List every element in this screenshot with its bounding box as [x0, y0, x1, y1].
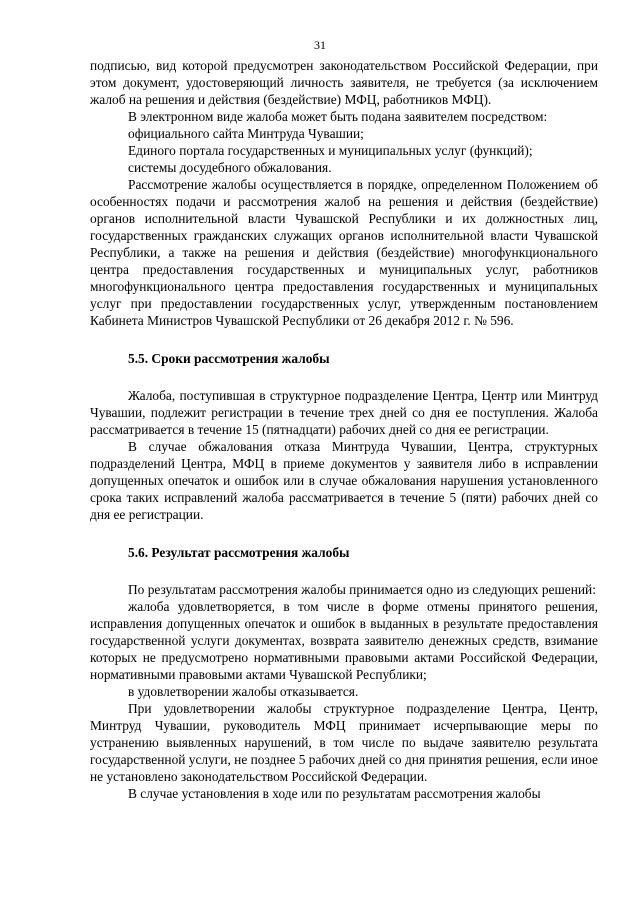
intro-section	[90, 57, 598, 329]
paragraph: Жалоба, поступившая в структурное подразделение Центра, Центр или Минтруд Чувашии, подлежит регистрации в течение трех дней со дня ее поступления. Жалоба рассматривается в течение 15 (пятнадцати) рабочих дней со дня ее регистрации.	[90, 388, 598, 437]
paragraph: Единого портала государственных и муниципальных услуг (функций);	[128, 143, 533, 158]
section-5-5-body	[90, 387, 598, 523]
paragraph: В электронном виде жалоба может быть подана заявителем посредством:	[128, 109, 548, 124]
document-body	[90, 57, 598, 802]
paragraph: подписью, вид которой предусмотрен законодательством Российской Федерации, при этом документ, удостоверяющий личность заявителя, не требуется (за исключением жалоб на решения и действия (бездействие) МФЦ, работников МФЦ).	[90, 58, 598, 107]
paragraph: в удовлетворении жалобы отказывается.	[128, 684, 359, 699]
paragraph: жалоба удовлетворяется, в том числе в форме отмены принятого решения, исправления допущенных опечаток и ошибок в выданных в результате предоставления государственной услуги документах, возврата заявителю денежных средств, взимание которых не предусмотрено нормативными правовыми актами Российской Федерации, нормативными правовыми актами Чувашской Республики;	[90, 599, 598, 682]
paragraph: В случае установления в ходе или по результатам рассмотрения жалобы	[128, 786, 541, 801]
section-heading-5-5: 5.5. Сроки рассмотрения жалобы	[128, 351, 330, 366]
page-number: 31	[314, 38, 326, 52]
paragraph: системы досудебного обжалования.	[128, 160, 332, 175]
paragraph: Рассмотрение жалобы осуществляется в порядке, определенном Положением об особенностях подачи и рассмотрения жалоб на решения и действия (бездействие) органов исполнительной власти Чувашской Республики и их должностных лиц, государственных гражданских служащих органов исполнительной власти Чувашской Республики, а также на решения и действия (бездействие) многофункционального центра предоставления государственных и муниципальных услуг, работников многофункционального центра предоставления государственных и муниципальных услуг при предоставлении государственных услуг, утвержденным постановлением Кабинета Министров Чувашской Республики от 26 декабря 2012 г. № 596.	[90, 177, 598, 328]
paragraph: При удовлетворении жалобы структурное подразделение Центра, Центр, Минтруд Чувашии, руководитель МФЦ принимает исчерпывающие меры по устранению выявленных нарушений, в том числе по выдаче заявителю результата государственной услуги, не позднее 5 рабочих дней со дня принятия решения, если иное не установлено законодательством Российской Федерации.	[90, 701, 598, 784]
paragraph: По результатам рассмотрения жалобы принимается одно из следующих решений:	[128, 582, 596, 597]
section-5-6-body	[90, 581, 598, 802]
paragraph: В случае обжалования отказа Минтруда Чувашии, Центра, структурных подразделений Центра, МФЦ в приеме документов у заявителя либо в исправлении допущенных опечаток и ошибок или в случае обжалования нарушения установленного срока таких исправлений жалоба рассматривается в течение 5 (пяти) рабочих дней со дня ее регистрации.	[90, 439, 598, 522]
paragraph: официального сайта Минтруда Чувашии;	[128, 126, 364, 141]
section-heading-5-6: 5.6. Результат рассмотрения жалобы	[128, 545, 350, 560]
